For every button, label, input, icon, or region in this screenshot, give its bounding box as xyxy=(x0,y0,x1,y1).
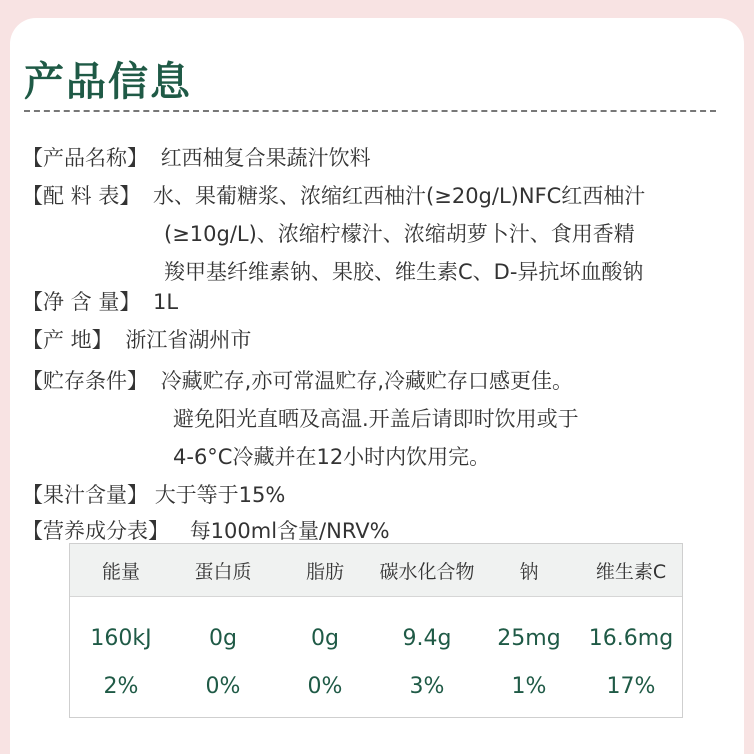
table-cell: 17% xyxy=(606,674,656,699)
field-origin xyxy=(22,321,251,359)
field-label: 【配 料 表】 xyxy=(22,184,141,208)
table-cell: 2% xyxy=(103,674,139,699)
field-value: 红西柚复合果蔬汁饮料 xyxy=(160,146,371,170)
field-label: 【贮存条件】 xyxy=(22,369,148,393)
field-label: 【净 含 量】 xyxy=(22,290,141,314)
table-divider xyxy=(70,596,682,597)
dashed-divider xyxy=(24,110,716,112)
table-row-amounts xyxy=(70,626,682,651)
field-value: 水、果葡糖浆、浓缩红西柚汁(≥20g/L)NFC红西柚汁 xyxy=(153,184,646,208)
header-cell: 维生素C xyxy=(595,560,667,583)
field-juice-content xyxy=(22,476,285,514)
nutrition-table-header xyxy=(70,544,682,596)
nutrition-table xyxy=(69,543,683,718)
field-ingredients xyxy=(22,177,645,215)
storage-line-3: 4-6°C冷藏并在12小时内饮用完。 xyxy=(173,445,491,469)
field-value: 冷藏贮存,亦可常温贮存,冷藏贮存口感更佳。 xyxy=(160,369,574,393)
table-cell: 25mg xyxy=(497,626,561,651)
field-label: 【营养成分表】 xyxy=(22,519,169,543)
table-row-nrv xyxy=(70,674,682,699)
table-cell: 0g xyxy=(209,626,237,651)
field-value: 1L xyxy=(153,290,179,314)
field-label: 【产 地】 xyxy=(22,328,113,352)
field-label: 【产品名称】 xyxy=(22,146,148,170)
header-cell: 钠 xyxy=(519,560,539,583)
field-product-name xyxy=(22,139,371,177)
storage-line-2: 避免阳光直晒及高温.开盖后请即时饮用或于 xyxy=(173,407,579,431)
field-value: 大于等于15% xyxy=(154,483,286,507)
field-value: 浙江省湖州市 xyxy=(125,328,252,352)
table-cell: 9.4g xyxy=(402,626,452,651)
page-title: 产品信息 xyxy=(24,59,192,105)
table-cell: 160kJ xyxy=(90,626,152,651)
table-cell: 1% xyxy=(511,674,547,699)
field-net-volume xyxy=(22,283,178,321)
field-storage xyxy=(22,362,573,400)
field-value: 每100ml含量/NRV% xyxy=(189,519,390,543)
header-cell: 能量 xyxy=(101,560,140,583)
table-cell: 0g xyxy=(311,626,339,651)
table-cell: 0% xyxy=(307,674,343,699)
header-cell: 脂肪 xyxy=(305,560,344,583)
table-cell: 0% xyxy=(205,674,241,699)
field-label: 【果汁含量】 xyxy=(22,483,148,507)
header-cell: 碳水化合物 xyxy=(379,560,475,583)
table-cell: 3% xyxy=(409,674,445,699)
header-cell: 蛋白质 xyxy=(194,560,252,583)
ingredients-line-3: 羧甲基纤维素钠、果胶、维生素C、D-异抗坏血酸钠 xyxy=(164,260,644,284)
ingredients-line-2: (≥10g/L)、浓缩柠檬汁、浓缩胡萝卜汁、食用香精 xyxy=(164,222,635,246)
table-cell: 16.6mg xyxy=(588,626,674,651)
